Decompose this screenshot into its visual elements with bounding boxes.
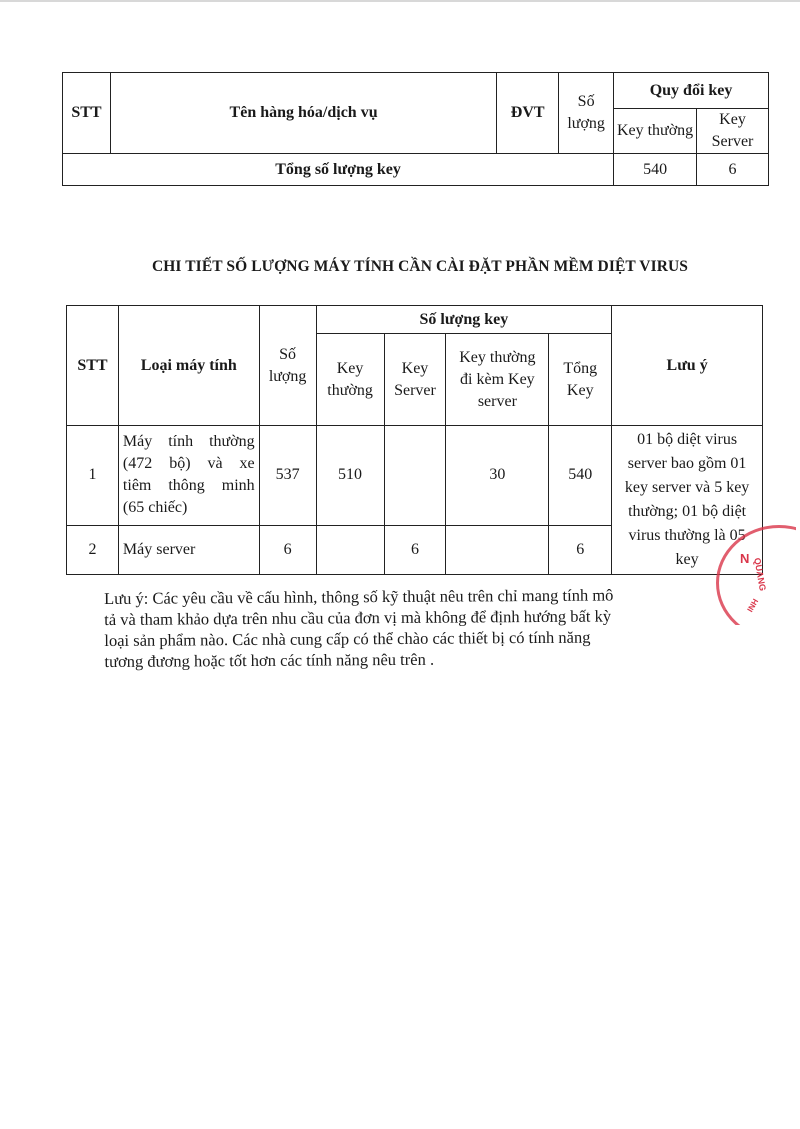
note-line: tả và tham khảo dựa trên nhu cầu của đơn vị mà không để định hướng bất kỳ xyxy=(104,606,612,629)
header-name: Tên hàng hóa/dịch vụ xyxy=(110,73,496,154)
row2-stt: 2 xyxy=(67,525,119,574)
header-key-group: Số lượng key xyxy=(316,306,612,334)
detail-table xyxy=(66,305,763,575)
stamp-fragment: INH xyxy=(745,597,761,614)
header-stt: STT xyxy=(63,73,111,154)
header-total: Tổng Key xyxy=(549,334,612,426)
header-qty: Số lượng xyxy=(259,306,316,426)
header-unit: ĐVT xyxy=(497,73,559,154)
header-stt: STT xyxy=(67,306,119,426)
note-line: loại sản phẩm nào. Các nhà cung cấp có thể chào các thiết bị có tính năng xyxy=(104,627,591,650)
note-line: tương đương hoặc tốt hơn các tính năng nêu trên . xyxy=(104,649,435,671)
section-heading: CHI TIẾT SỐ LƯỢNG MÁY TÍNH CẦN CÀI ĐẶT PHẦN MỀM DIỆT VIRUS xyxy=(151,258,689,275)
row1-total: 540 xyxy=(549,426,612,526)
row1-qty: 537 xyxy=(259,426,316,526)
header-note: Lưu ý xyxy=(612,306,763,426)
header-key-normal-with-server: Key thường đi kèm Key server xyxy=(446,334,549,426)
header-key-normal: Key thường xyxy=(614,109,697,154)
header-key-normal: Key thường xyxy=(316,334,384,426)
row2-total: 6 xyxy=(549,525,612,574)
note-paragraph xyxy=(104,584,705,672)
stamp-fragment: N xyxy=(740,551,750,566)
header-convert: Quy đổi key xyxy=(614,73,769,109)
row1-type-line: (472 bộ) và xe xyxy=(122,455,255,473)
row2-key-normal-with-server xyxy=(446,525,549,574)
header-qty: Số lượng xyxy=(559,73,614,154)
stamp-fragment: QUANG xyxy=(752,557,768,592)
header-key-server: Key Server xyxy=(697,109,769,154)
row1-key-server xyxy=(384,426,446,526)
row1-type xyxy=(118,426,259,526)
row1-type-line: Máy tính thường xyxy=(122,433,255,451)
row2-key-server: 6 xyxy=(384,525,446,574)
total-key-server: 6 xyxy=(697,154,769,186)
row1-type-line: tiêm thông minh xyxy=(122,477,255,495)
note-line: Lưu ý: Các yêu cầu về cấu hình, thông số kỹ thuật nêu trên chỉ mang tính mô xyxy=(104,585,614,608)
row1-key-normal-with-server: 30 xyxy=(446,426,549,526)
row1-type-line: (65 chiếc) xyxy=(122,499,188,517)
red-seal-stamp xyxy=(706,525,796,625)
note-cell: 01 bộ diệt virus server bao gồm 01 key server và 5 key thường; 01 bộ diệt virus thường là 05 key xyxy=(612,426,763,575)
row1-stt: 1 xyxy=(67,426,119,526)
row1-key-normal: 510 xyxy=(316,426,384,526)
total-key-normal: 540 xyxy=(614,154,697,186)
summary-table xyxy=(62,72,769,186)
row2-key-normal xyxy=(316,525,384,574)
row2-qty: 6 xyxy=(259,525,316,574)
row2-type: Máy server xyxy=(118,525,259,574)
header-key-server: Key Server xyxy=(384,334,446,426)
total-label: Tổng số lượng key xyxy=(63,154,614,186)
header-type: Loại máy tính xyxy=(118,306,259,426)
scan-edge xyxy=(0,0,800,2)
